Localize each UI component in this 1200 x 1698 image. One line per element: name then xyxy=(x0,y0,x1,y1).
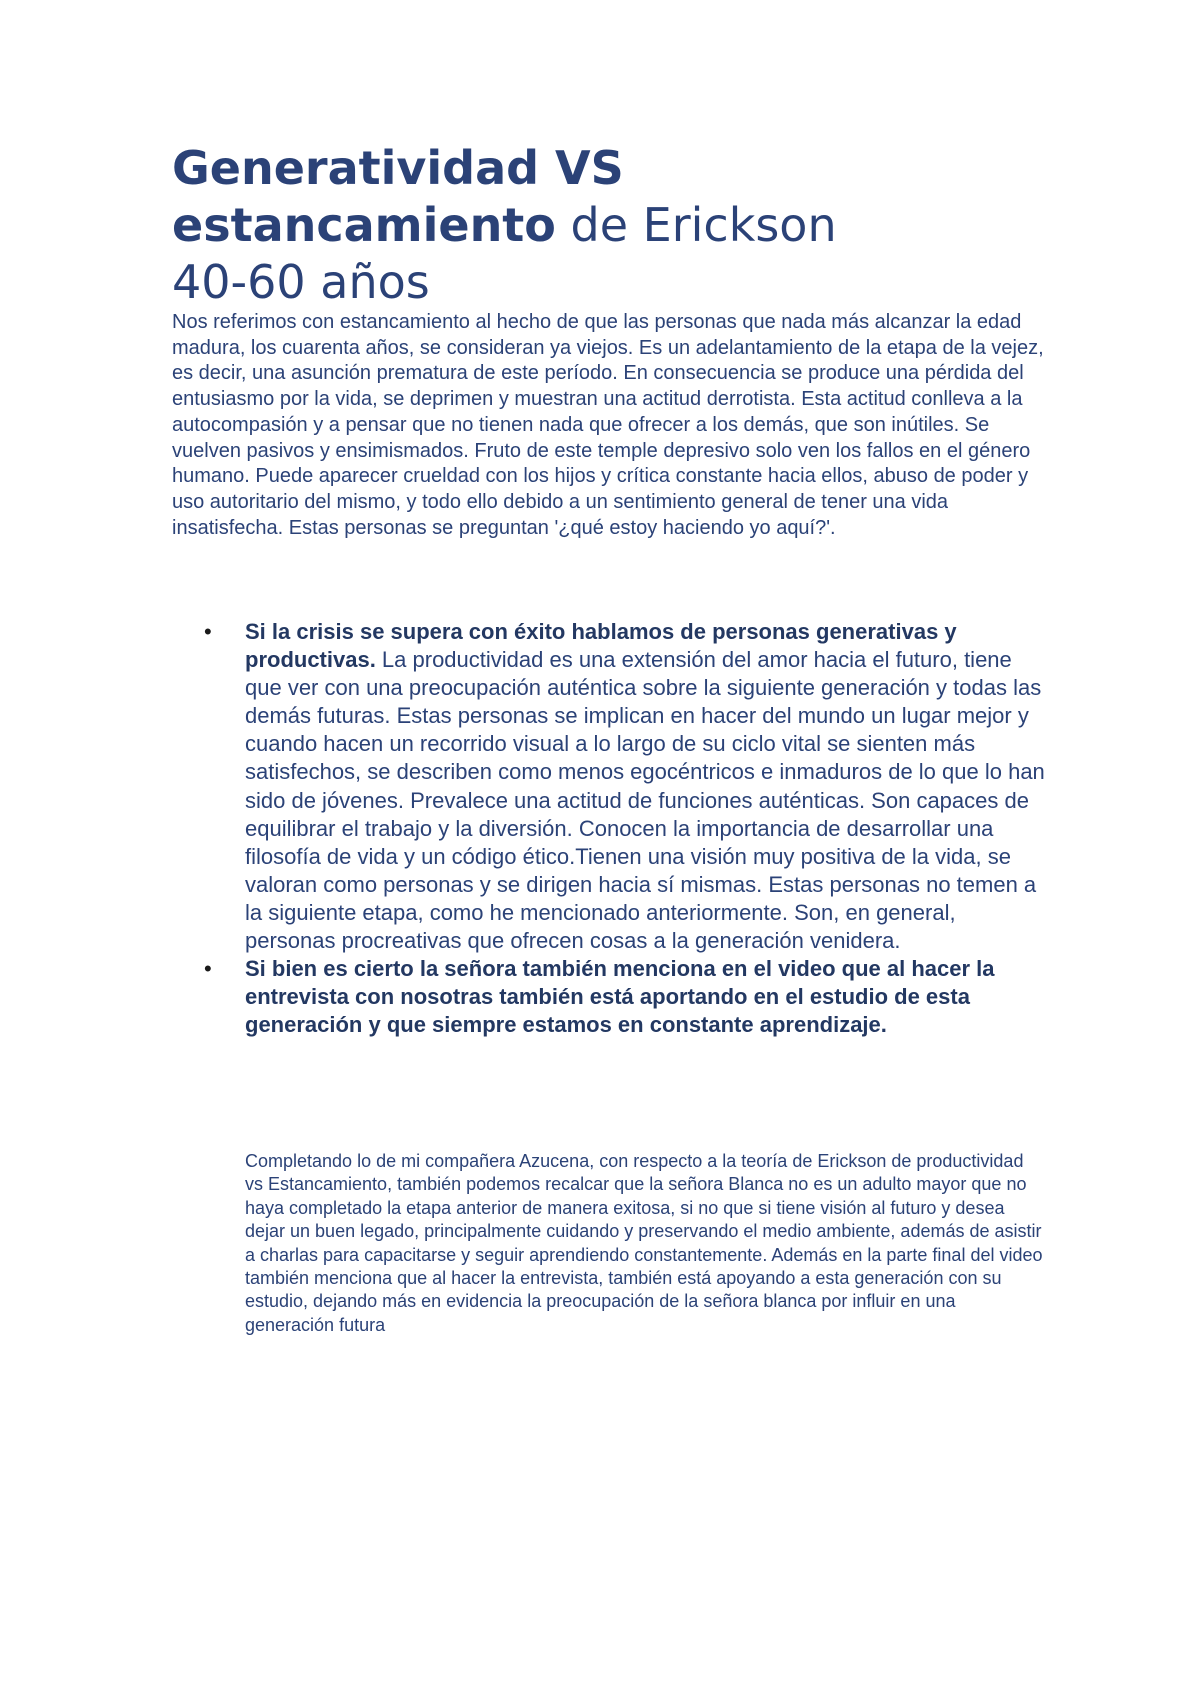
title-line-2-bold: estancamiento xyxy=(172,198,556,252)
bullet-bold-text: Si bien es cierto la señora también menciona en el video que al hacer la entrevista con nosotras también está aportando en el estudio de esta generación y que siempre estamos en constante aprendizaje. xyxy=(245,956,995,1038)
bullet-body-text: La productividad es una extensión del amor hacia el futuro, tiene que ver con una preocupación auténtica sobre la siguiente generación y todas las demás futuras. Estas personas se implican en hacer del mundo un lugar mejor y cuando hacen un recorrido visual a lo largo de su ciclo vital se sienten más satisfechos, se describen como menos egocéntricos e inmaduros de lo que lo han sido de jóvenes. Prevalece una actitud de funciones auténticas. Son capaces de equilibrar el trabajo y la diversión. Conocen la importancia de desarrollar una filosofía de vida y un código ético.Tienen una visión muy positiva de la vida, se valoran como personas y se dirigen hacia sí mismas. Estas personas no temen a la siguiente etapa, como he mencionado anteriormente. Son, en general, personas procreativas que ofrecen cosas a la generación venidera. xyxy=(245,647,1045,954)
title-line-3: 40-60 años xyxy=(172,255,430,309)
bullet-bold-text: Si la crisis se supera con éxito hablamos de personas generativas y productivas. xyxy=(245,619,957,673)
title-line-2-regular: de Erickson xyxy=(555,198,837,252)
closing-paragraph: Completando lo de mi compañera Azucena, con respecto a la teoría de Erickson de productividad vs Estancamiento, también podemos recalcar que la señora Blanca no es un adulto mayor que no haya completado la etapa anterior de manera exitosa, si no que si tiene visión al futuro y desea dejar un buen legado, principalmente cuidando y preservando el medio ambiente, además de asistir a charlas para capacitarse y seguir aprendiendo constantemente. Además en la parte final del video también menciona que al hacer la entrevista, también está apoyando a esta generación con su estudio, dejando más en evidencia la preocupación de la señora blanca por influir en una generación futura xyxy=(245,1151,1043,1335)
title-line-1: Generatividad VS xyxy=(172,141,624,195)
document-title xyxy=(172,140,1052,311)
list-item xyxy=(172,955,1052,1039)
bullet-marker: • xyxy=(204,619,212,644)
title-line-2 xyxy=(172,197,1052,254)
list-item xyxy=(172,618,1052,955)
bullet-list xyxy=(172,618,1052,1039)
bullet-marker: • xyxy=(204,956,212,982)
intro-paragraph: Nos referimos con estancamiento al hecho de que las personas que nada más alcanzar la edad madura, los cuarenta años, se consideran ya viejos. Es un adelantamiento de la etapa de la vejez, es decir, una asunción prematura de este período. En consecuencia se produce una pérdida del entusiasmo por la vida, se deprimen y muestran una actitud derrotista. Esta actitud conlleva a la autocompasión y a pensar que no tienen nada que ofrecer a los demás, que son inútiles. Se vuelven pasivos y ensimismados. Fruto de este temple depresivo solo ven los fallos en el género humano. Puede aparecer crueldad con los hijos y crítica constante hacia ellos, abuso de poder y uso autoritario del mismo, y todo ello debido a un sentimiento general de tener una vida insatisfecha. Estas personas se preguntan '¿qué estoy haciendo yo aquí?'. xyxy=(172,311,1044,539)
